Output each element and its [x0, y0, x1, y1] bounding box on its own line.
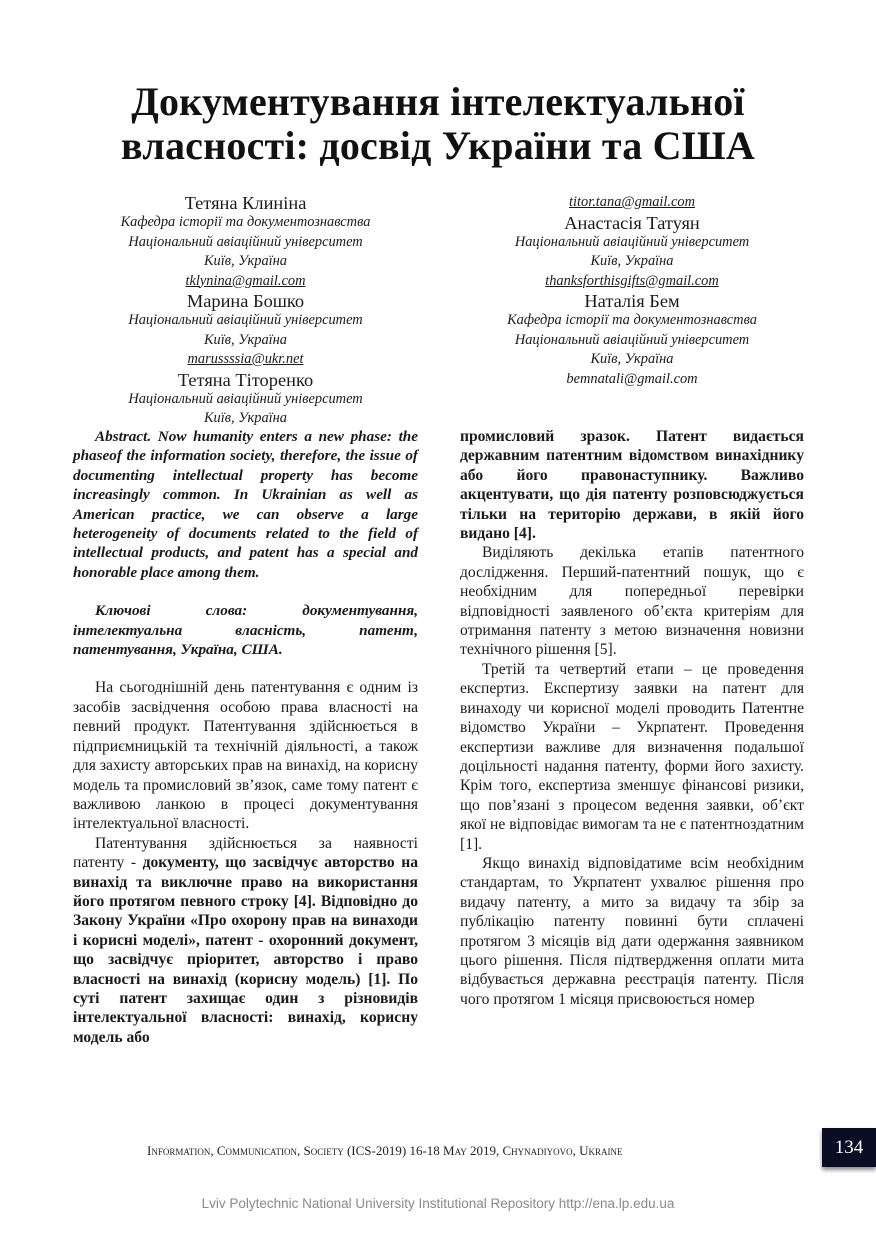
right-column [460, 427, 804, 1009]
body-paragraph [73, 834, 418, 1047]
author-name: Наталія Бем [584, 291, 680, 311]
abstract: Abstract. Now humanity enters a new phase: the phaseof the information society, therefore, the issue of documenting intellectual property has become increasingly common. In Ukrainian as well as American practice, we can observe a large heterogeneity of documents related to the field of intellectual products, and patent has a special and honorable place among them. [73, 428, 418, 581]
author-org: Національний авіаційний університет [128, 390, 363, 407]
author-email: bemnatali@gmail.com [566, 370, 698, 387]
body-paragraph: Якщо винахід відповідатиме всім необхідним стандартам, то Укрпатент ухвалює рішення про видачу патенту, а мито за видачу та збір за публікацію патенту повинні бути сплачені протягом 3 місяців від дати одержання заявником цього рішення. Після підтвердження оплати мита відбувається державна реєстрація патенту. Після чого протягом 1 місяця присвоюється номер [460, 854, 804, 1008]
author-org: Національний авіаційний університет [128, 312, 363, 328]
author-name: Марина Бошко [186, 291, 305, 311]
author-email-link[interactable]: marussssia@ukr.net [187, 351, 304, 367]
author-name: Тетяна Тіторенко [177, 369, 314, 390]
body-paragraph-continued: промисловий зразок. Патент видається державним патентним відомством винахіднику або його правонаступнику. Важливо акцентувати, що дія патенту розповсюджується тільки на територію держави, в якій його видано [4]. [460, 428, 804, 543]
author-name: Анастасія Татуян [564, 212, 700, 233]
authors-left [73, 193, 418, 429]
author-org: Національний авіаційний університет [514, 233, 750, 250]
body-text: Патентування здійснюється за наявності патенту - [73, 834, 418, 872]
author-org: Національний авіаційний університет [128, 233, 363, 250]
author-city: Київ, Україна [204, 331, 287, 348]
page-number-badge: 134 [822, 1128, 876, 1167]
body-paragraph: Виділяють декілька етапів патентного дослідження. Перший-патентний пошук, що є необхідним для попередньої перевірки відповідності заявленого об’єкта критеріям для отримання патенту з метою визначення новизни технічного рішення [5]. [460, 544, 804, 659]
author-city: Київ, Україна [204, 253, 287, 269]
author-email-link[interactable]: thanksforthisgifts@gmail.com [545, 272, 719, 289]
authors-right [460, 193, 804, 389]
author-email-link[interactable]: titor.tana@gmail.com [569, 194, 695, 210]
conference-footer: Information, Communication, Society (ICS-2019) 16-18 May 2019, Chynadiyovo, Ukraine [147, 1143, 623, 1158]
author-city: Київ, Україна [204, 410, 287, 426]
title-line-1: Документування інтелектуальної [131, 79, 745, 124]
author-email-link[interactable]: tklynina@gmail.com [185, 272, 306, 289]
author-city: Київ, Україна [590, 351, 674, 367]
body-text-emphasis: документу, що засвідчує авторство на винахід та виключне право на використання його протягом певного строку [4]. Відповідно до Закону України «Про охорону прав на винаходи і корисні моделі», патент - охоронний документ, що засвідчує пріоритет, авторство і право власності на винахід (корисну модель) [1]. По суті патент захищає один з різновидів інтелектуальної власності: винахід, корисну модель або [73, 854, 418, 1046]
author-dept: Кафедра історії та документознавства [507, 312, 757, 328]
author-name: Тетяна Клиніна [184, 193, 307, 213]
author-dept: Кафедра історії та документознавства [120, 214, 371, 230]
author-city: Київ, Україна [590, 253, 674, 269]
paper-title [0, 80, 876, 168]
body-paragraph: На сьогоднішній день патентування є одним із засобів засвідчення особою права власності на певний продукт. Патентування здійснюється в підприємницькій та технічній діяльності, а також для захисту авторських прав на винахід, на корисну модель та промисловий зв’язок, саме тому патент є важливою ланкою в процесі документування інтелектуальної власності. [73, 679, 418, 833]
title-line-2: власності: досвід України та США [121, 123, 755, 168]
keywords: Ключові слова: документування, інтелектуальна власність, патент, патентування, Україна, США. [73, 602, 418, 659]
author-org: Національний авіаційний університет [514, 331, 750, 348]
left-column [73, 427, 418, 1047]
repository-watermark: Lviv Polytechnic National University Institutional Repository http://ena.lp.edu.ua [201, 1196, 675, 1211]
body-paragraph: Третій та четвертий етапи – це проведення експертиз. Експертизу заявки на патент для винаходу чи корисної моделі проводить Патентне відомство України – Укрпатент. Проведення експертизи важливе для визначення подальшої доцільності надання патенту, форми його захисту. Крім того, експертиза зменшує фінансові ризики, що пов’язані з процесом ведення заявки, об’єкт якої не відповідає вимогам та не є патентноздатним [1]. [460, 660, 804, 853]
